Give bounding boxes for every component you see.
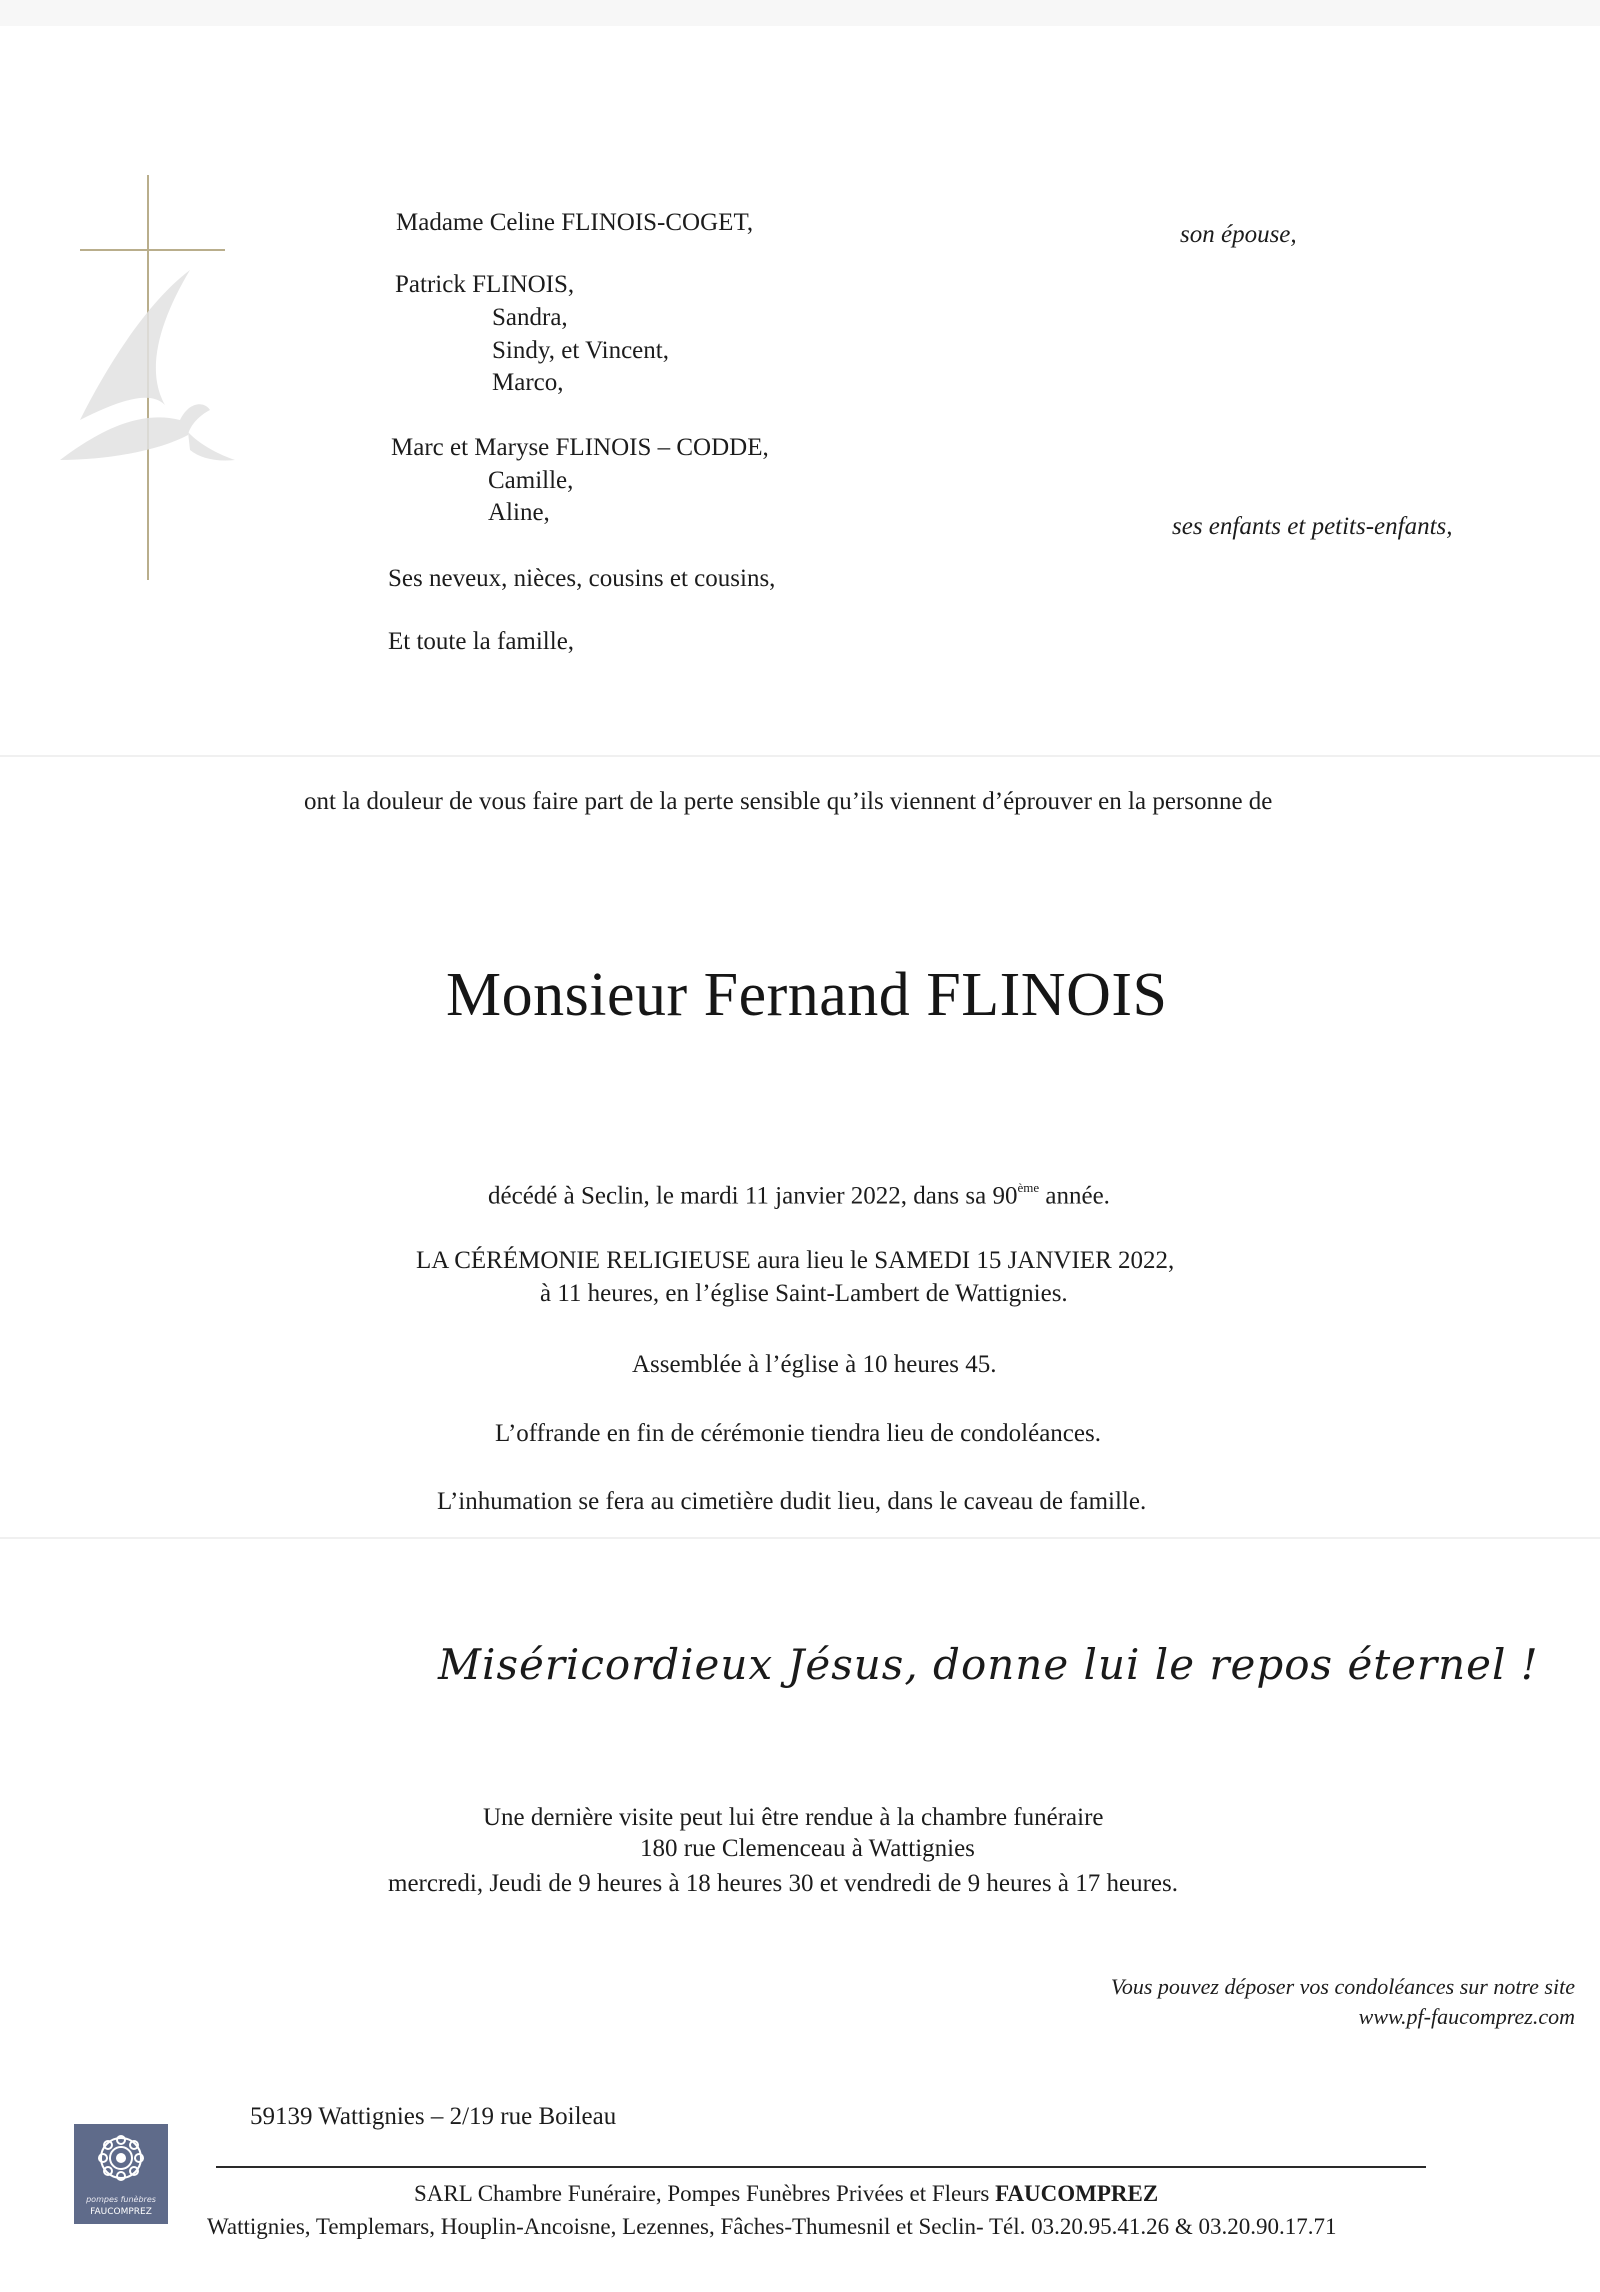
footer-locations: Wattignies, Templemars, Houplin-Ancoisne, Lezennes, Fâches-Thumesnil et Seclin- Tél. 03.20.95.41.26 & 03.20.90.17.71 — [207, 2214, 1337, 2239]
role-children: ses enfants et petits-enfants, — [1172, 513, 1453, 540]
footer-company: SARL Chambre Funéraire, Pompes Funèbres Privées et Fleurs FAUCOMPREZ — [414, 2181, 1159, 2206]
family-sandra: Sandra, — [492, 304, 568, 331]
family-marc: Marc et Maryse FLINOIS – CODDE, — [391, 434, 769, 461]
address-text: 59139 Wattignies – 2/19 rue Boileau — [250, 2103, 617, 2130]
ceremony-line-1: LA CÉRÉMONIE RELIGIEUSE aura lieu le SAMEDI 15 JANVIER 2022, — [416, 1247, 1175, 1274]
faucomprez-logo — [74, 2124, 168, 2224]
deceased-name: Monsieur Fernand FLINOIS — [446, 961, 1168, 1029]
prayer-text: Miséricordieux Jésus, donne lui le repos éternel ! — [438, 1640, 1539, 1689]
footer-rule — [216, 2166, 1426, 2168]
rosette-icon — [74, 2124, 168, 2188]
death-line: décédé à Seclin, le mardi 11 janvier 2022, dans sa 90ème année. — [488, 1180, 1110, 1210]
visit-line-2: 180 rue Clemenceau à Wattignies — [640, 1835, 975, 1862]
family-patrick: Patrick FLINOIS, — [395, 271, 575, 298]
visit-line-3: mercredi, Jeudi de 9 heures à 18 heures 30 et vendredi de 9 heures à 17 heures. — [388, 1870, 1178, 1897]
condolences-line-1: Vous pouvez déposer vos condoléances sur notre site — [1110, 1974, 1575, 1999]
logo-text-2: FAUCOMPREZ — [90, 2207, 152, 2217]
ceremony-line-2: à 11 heures, en l’église Saint-Lambert de Wattignies. — [540, 1280, 1068, 1307]
cross-dove-icon — [40, 170, 250, 590]
offering-line: L’offrande en fin de cérémonie tiendra lieu de condoléances. — [495, 1420, 1101, 1447]
burial-line: L’inhumation se fera au cimetière dudit lieu, dans le caveau de famille. — [437, 1488, 1147, 1515]
family-aline: Aline, — [488, 499, 550, 526]
family-marco: Marco, — [492, 369, 564, 396]
logo-text-1: pompes funèbres — [86, 2195, 156, 2204]
family-sindy: Sindy, et Vincent, — [492, 337, 669, 364]
assembly-line: Assemblée à l’église à 10 heures 45. — [632, 1351, 997, 1378]
fold-line — [0, 1537, 1600, 1539]
family-spouse: Madame Celine FLINOIS-COGET, — [396, 209, 754, 236]
condolences-website[interactable]: www.pf-faucomprez.com — [1358, 2004, 1575, 2029]
role-spouse: son épouse, — [1180, 221, 1297, 248]
family-camille: Camille, — [488, 467, 574, 494]
announcement-text: ont la douleur de vous faire part de la perte sensible qu’ils viennent d’éprouver en la personne de — [304, 788, 1273, 815]
visit-line-1: Une dernière visite peut lui être rendue à la chambre funéraire — [483, 1804, 1104, 1831]
scan-top-edge — [0, 0, 1600, 26]
family-neveux: Ses neveux, nièces, cousins et cousins, — [388, 565, 776, 592]
fold-line — [0, 755, 1600, 757]
family-famille: Et toute la famille, — [388, 628, 575, 655]
